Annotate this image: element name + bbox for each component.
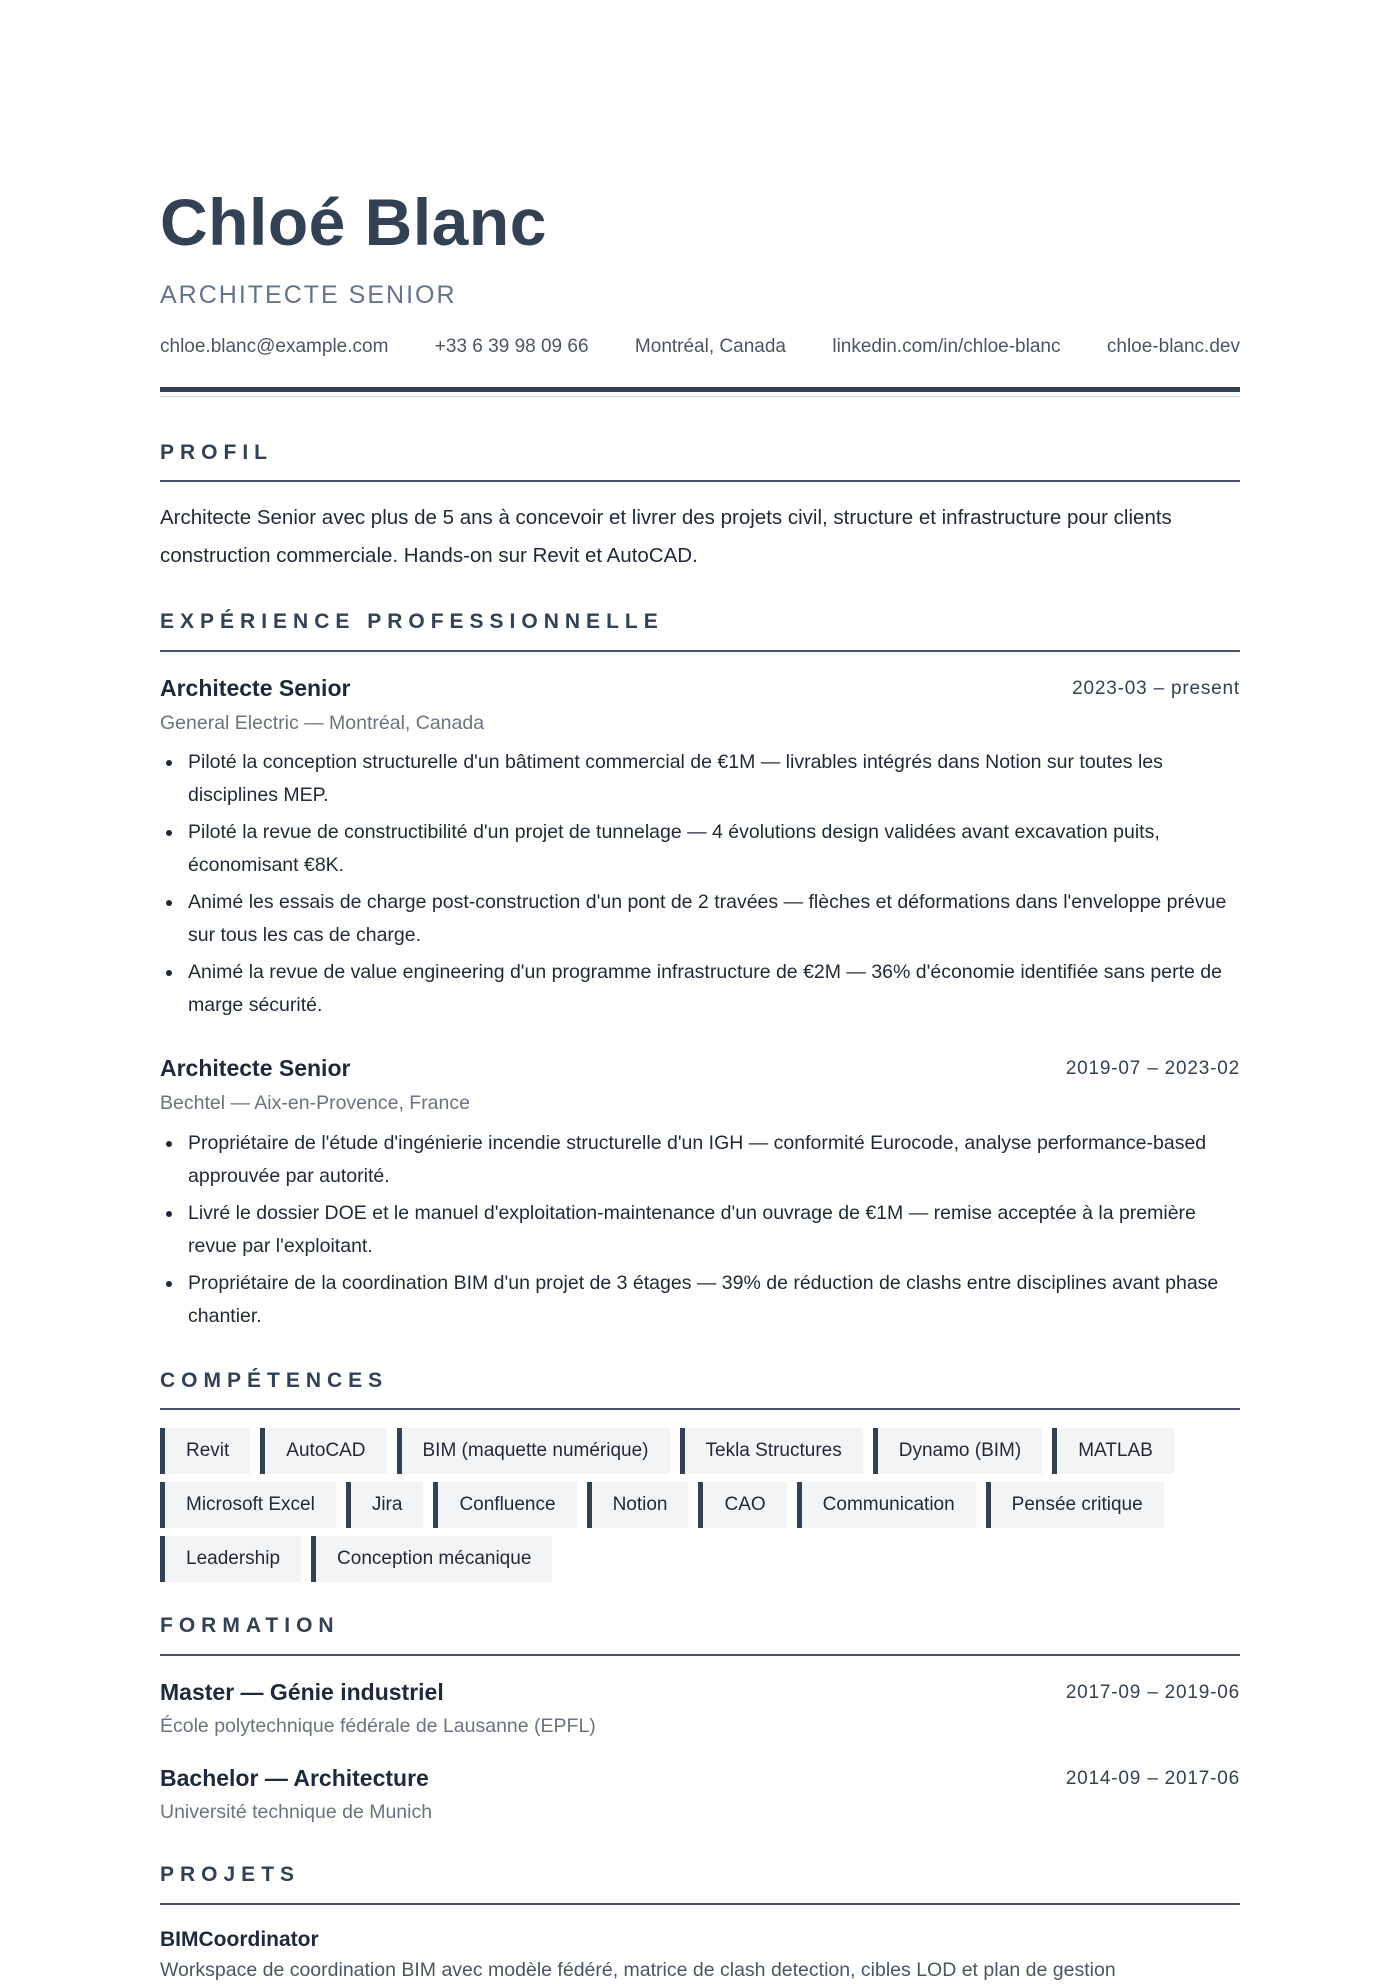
skill-tag: MATLAB (1052, 1428, 1174, 1474)
header-divider-thin (160, 396, 1240, 397)
contact-phone[interactable]: +33 6 39 98 09 66 (434, 336, 589, 357)
job-achievements (160, 746, 1240, 1026)
achievement-item: Livré le dossier DOE et le manuel d'exploitation-maintenance d'un ouvrage de €1M — remise acceptée à la première revue par l'exploitant. (160, 1197, 1240, 1263)
degree-dates: 2017-09 – 2019-06 (1065, 1682, 1240, 1703)
contact-bar (160, 333, 1240, 361)
section-divider-education (160, 1654, 1240, 1656)
degree-school: École polytechnique fédérale de Lausanne (EPFL) (160, 1715, 596, 1737)
job-organization: Bechtel — Aix-en-Provence, France (160, 1092, 470, 1114)
section-title-projects: PROJETS (160, 1863, 301, 1886)
contact-email[interactable]: chloe.blanc@example.com (160, 336, 389, 357)
degree-title: Bachelor — Architecture (160, 1765, 429, 1791)
skill-tag: Confluence (433, 1482, 576, 1528)
candidate-name: Chloé Blanc (160, 185, 547, 259)
skill-tag: Tekla Structures (680, 1428, 863, 1474)
section-title-experience: EXPÉRIENCE PROFESSIONNELLE (160, 610, 664, 633)
degree-title: Master — Génie industriel (160, 1679, 444, 1705)
degree-school: Université technique de Munich (160, 1801, 433, 1823)
skill-tag: CAO (698, 1482, 786, 1528)
skill-tag: Notion (587, 1482, 689, 1528)
skill-tag: Microsoft Excel (160, 1482, 336, 1528)
skill-tag: BIM (maquette numérique) (397, 1428, 670, 1474)
candidate-role: ARCHITECTE SENIOR (160, 281, 457, 309)
achievement-item: Piloté la conception structurelle d'un bâtiment commercial de €1M — livrables intégrés dans Notion sur toutes les disciplines MEP. (160, 746, 1240, 812)
achievement-item: Piloté la revue de constructibilité d'un projet de tunnelage — 4 évolutions design validées avant excavation puits, économisant €8K. (160, 816, 1240, 882)
achievement-item: Animé les essais de charge post-construction d'un pont de 2 travées — flèches et déformations dans l'enveloppe prévue sur tous les cas de charge. (160, 886, 1240, 952)
section-title-skills: COMPÉTENCES (160, 1369, 389, 1392)
skill-tag: Conception mécanique (311, 1536, 552, 1582)
project-description: Workspace de coordination BIM avec modèle fédéré, matrice de clash detection, cibles LOD et plan de gestion (160, 1959, 1116, 1981)
job-dates: 2019-07 – 2023-02 (1065, 1058, 1240, 1079)
job-title: Architecte Senior (160, 675, 351, 701)
skill-tag: AutoCAD (260, 1428, 386, 1474)
achievement-item: Propriétaire de la coordination BIM d'un projet de 3 étages — 39% de réduction de clashs entre disciplines avant phase chantier. (160, 1267, 1240, 1333)
degree-dates: 2014-09 – 2017-06 (1065, 1768, 1240, 1789)
section-title-profile: PROFIL (160, 441, 273, 464)
contact-location: Montréal, Canada (634, 336, 786, 357)
skill-tag: Revit (160, 1428, 250, 1474)
skill-tag: Jira (346, 1482, 424, 1528)
contact-linkedin[interactable]: linkedin.com/in/chloe-blanc (832, 336, 1061, 357)
header-divider-thick (160, 387, 1240, 392)
achievement-item: Propriétaire de l'étude d'ingénierie incendie structurelle d'un IGH — conformité Eurocode, analyse performance-based approuvée par autorité. (160, 1127, 1240, 1193)
job-organization: General Electric — Montréal, Canada (160, 712, 485, 734)
section-title-education: FORMATION (160, 1614, 340, 1637)
skill-tag: Dynamo (BIM) (873, 1428, 1042, 1474)
job-achievements (160, 1127, 1240, 1337)
section-divider-projects (160, 1903, 1240, 1905)
achievement-item: Animé la revue de value engineering d'un programme infrastructure de €2M — 36% d'économie identifiée sans perte de marge sécurité. (160, 956, 1240, 1022)
skill-tag: Communication (797, 1482, 976, 1528)
profile-summary: Architecte Senior avec plus de 5 ans à concevoir et livrer des projets civil, structure et infrastructure pour clients construction commerciale. Hands-on sur Revit et AutoCAD. (160, 506, 1172, 567)
job-title: Architecte Senior (160, 1055, 351, 1081)
job-dates: 2023-03 – present (1072, 678, 1240, 699)
section-divider-experience (160, 650, 1240, 652)
skill-tag: Leadership (160, 1536, 301, 1582)
contact-website[interactable]: chloe-blanc.dev (1106, 336, 1240, 357)
project-name: BIMCoordinator (160, 1928, 319, 1951)
skill-tag: Pensée critique (986, 1482, 1164, 1528)
skills-list (160, 1428, 1240, 1582)
section-divider-skills (160, 1408, 1240, 1410)
section-divider-profile (160, 480, 1240, 482)
